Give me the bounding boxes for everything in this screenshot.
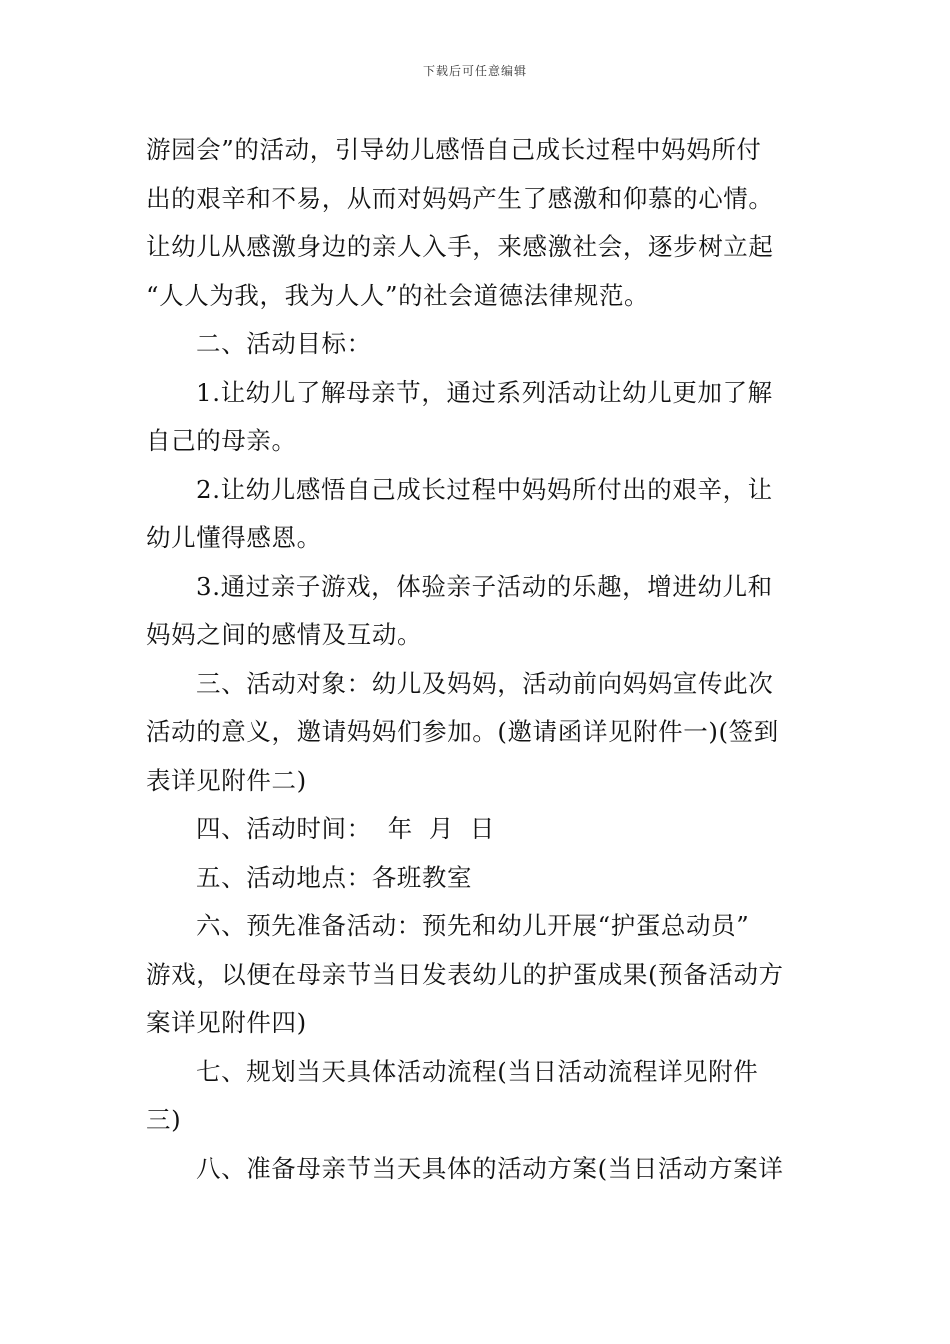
text-line: 五、活动地点：各班教室 [196,862,473,892]
text-line: 八、准备母亲节当天具体的活动方案(当日活动方案详 [196,1153,784,1183]
text-line: 六、预先准备活动：预先和幼儿开展“护蛋总动员” [196,911,750,940]
section-location [146,854,811,903]
text-line: 2.让幼儿感悟自己成长过程中妈妈所付出的艰辛，让 [196,474,773,504]
goal-item-2 [146,466,811,563]
text-line: 让幼儿从感激身边的亲人入手，来感激社会，逐步树立起 [146,232,774,261]
text-line [146,805,811,854]
section-heading-goals [146,320,811,369]
goal-item-3 [146,563,811,660]
day-label: 日 [469,814,496,843]
header-note: 下载后可任意编辑 [422,64,527,78]
text-line: 三) [146,1105,182,1134]
text-line: 七、规划当天具体活动流程(当日活动流程详见附件 [196,1056,759,1086]
text-line: 三、活动对象：幼儿及妈妈，活动前向妈妈宣传此次 [196,668,774,698]
section-plan [146,1145,811,1194]
text-line: 表详见附件二) [146,765,307,795]
document-body [146,126,811,1193]
text-line: 活动的意义，邀请妈妈们参加。(邀请函详见附件一)(签到 [146,717,779,746]
section-preparation [146,902,811,1048]
section-time [146,805,811,854]
text-line: 二、活动目标： [196,329,372,358]
section-participants [146,660,811,806]
text-line: 妈妈之间的感情及互动。 [146,620,423,649]
text-line: 游戏，以便在母亲节当日发表幼儿的护蛋成果(预备活动方 [146,959,784,989]
text-line: 3.通过亲子游戏，体验亲子活动的乐趣，增进幼儿和 [196,571,773,601]
month-label: 月 [428,814,454,843]
goal-item-1 [146,369,811,466]
time-label: 四、活动时间： [196,814,372,843]
text-line: 1.让幼儿了解母亲节，通过系列活动让幼儿更加了解 [196,377,773,407]
text-line: 案详见附件四) [146,1008,307,1037]
text-line: 幼儿懂得感恩。 [146,523,322,552]
text-line: “人人为我，我为人人”的社会道德法律规范。 [146,280,650,310]
paragraph-intro [146,126,811,320]
year-label: 年 [387,814,413,843]
text-line: 游园会”的活动，引导幼儿感悟自己成长过程中妈妈所付 [146,135,762,164]
section-process [146,1048,811,1145]
text-line: 出的艰辛和不易，从而对妈妈产生了感激和仰慕的心情。 [146,183,774,213]
text-line: 自己的母亲。 [146,426,297,455]
